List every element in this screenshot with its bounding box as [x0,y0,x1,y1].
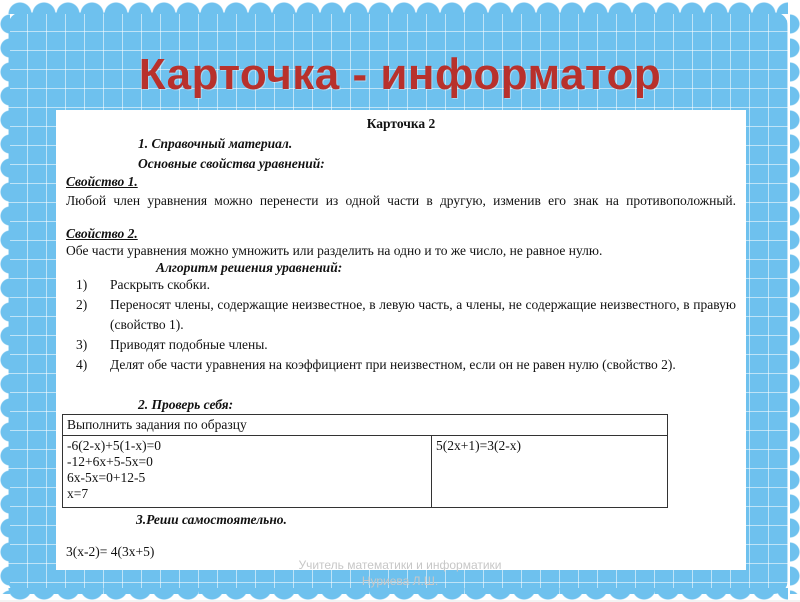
algorithm-steps [76,275,736,375]
example-line: -12+6x+5-5x=0 [67,454,153,469]
property1-title: Свойство 1. [66,174,138,189]
slide-title: Карточка - информатор [138,50,662,99]
property2-title: Свойство 2. [66,226,138,241]
example-line: -6(2-x)+5(1-x)=0 [67,438,161,453]
exercise-equation: 3(x-2)= 4(3x+5) [66,544,155,559]
example-cell [63,436,432,508]
step-text: Приводят подобные члены. [110,337,268,352]
section3-title: 3.Реши самостоятельно. [136,512,287,527]
algorithm-step [76,295,736,335]
table-header: Выполнить задания по образцу [63,415,668,436]
task-cell: 5(2x+1)=3(2-x) [432,436,668,508]
footer-author-role: Учитель математики и информатики [298,558,502,572]
example-line: x=7 [67,486,89,501]
info-card [56,110,746,570]
step-number: 3) [76,337,88,352]
scallop-border-top [8,0,788,14]
step-number: 4) [76,357,88,372]
step-number: 2) [76,297,88,312]
step-text: Делят обе части уравнения на коэффициент при неизвестном, если он не равен нулю (свойство 2). [110,357,676,372]
properties-title: Основные свойства уравнений: [138,156,325,171]
algorithm-step [76,335,736,355]
algorithm-step [76,355,736,375]
property2-text: Обе части уравнения можно умножить или разделить на одно и то же число, не равное нулю. [66,243,603,258]
algorithm-title: Алгоритм решения уравнений: [156,260,343,275]
property1-text: Любой член уравнения можно перенести из одной части в другую, изменив его знак на противоположный. [66,193,736,208]
algorithm-step [76,275,736,295]
card-heading: Карточка 2 [366,116,436,131]
example-line: 6x-5x=0+12-5 [67,470,146,485]
step-text: Раскрыть скобки. [110,277,210,292]
step-number: 1) [76,277,88,292]
section2-title: 2. Проверь себя: [138,397,234,412]
section1-title: 1. Справочный материал. [138,136,293,151]
exercise-table [62,414,668,508]
step-text: Переносят члены, содержащие неизвестное, в левую часть, а члены, не содержащие неизвестного, в правую (свойство 1). [110,297,736,332]
footer-author-name: Нуриева Л.Ш. [361,574,439,588]
